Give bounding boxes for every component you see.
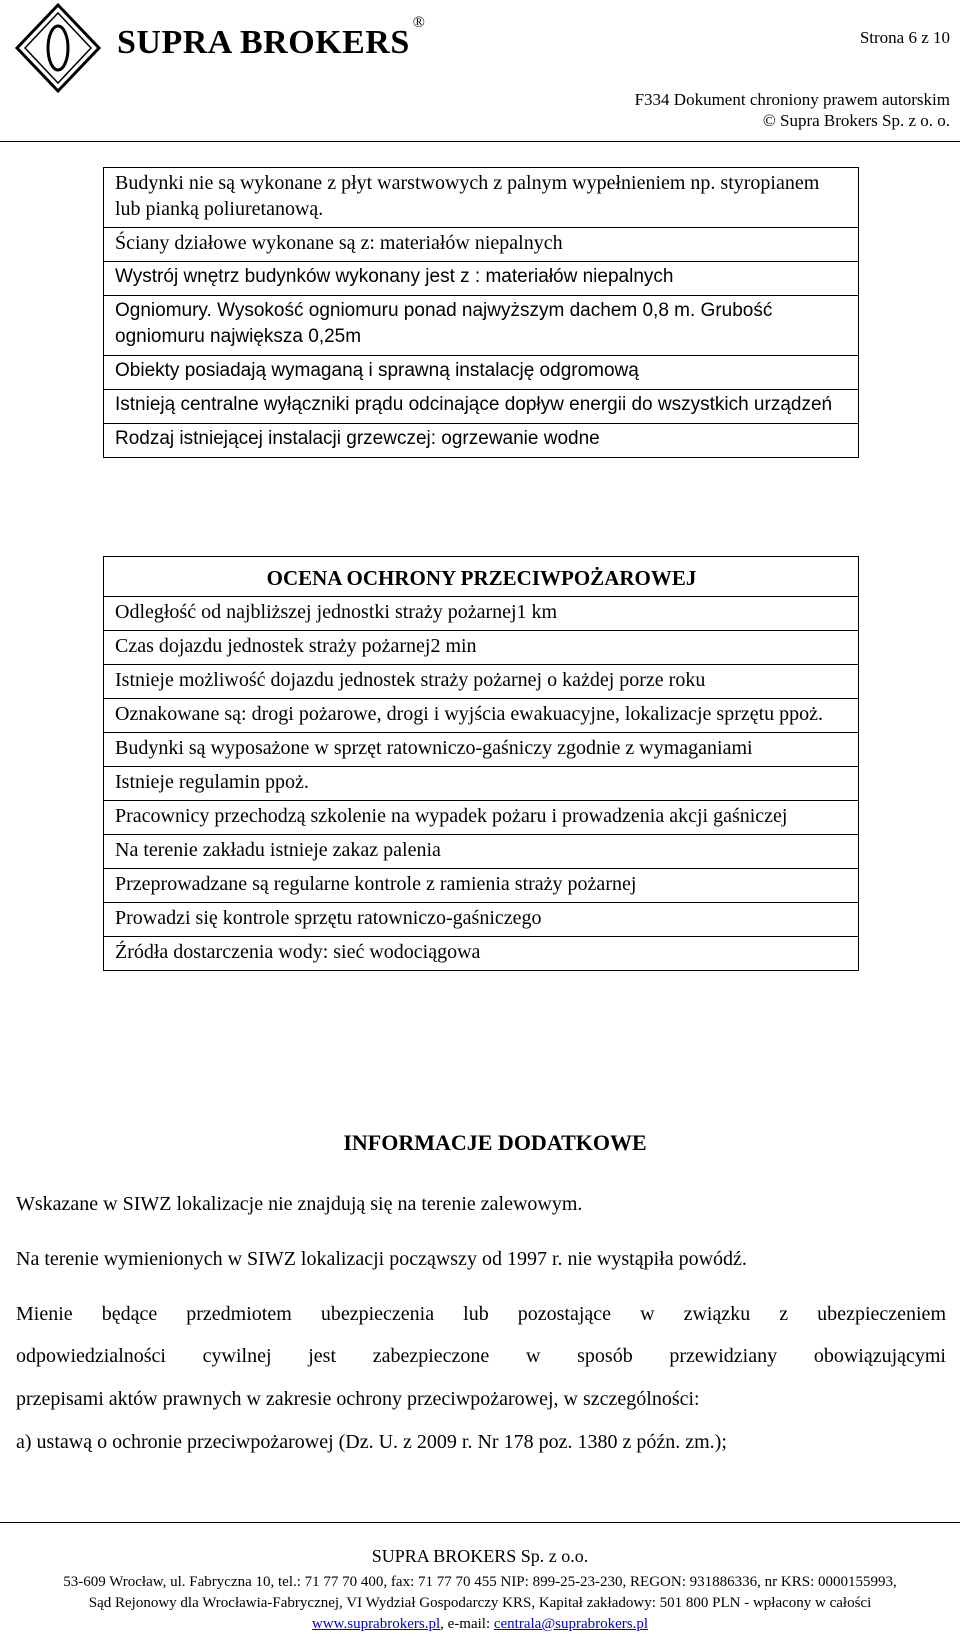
header-divider bbox=[0, 141, 960, 142]
fire-protection-table bbox=[103, 556, 859, 971]
paragraph-line: Mienie będące przedmiotem ubezpieczenia lub pozostające w związku z ubezpieczeniem bbox=[16, 1303, 946, 1325]
footer-address: 53-609 Wrocław, ul. Fabryczna 10, tel.: 71 77 70 400, fax: 71 77 70 455 NIP: 899-25-23-230, REGON: 931886336, nr KRS: 0000155993, bbox=[63, 1574, 897, 1590]
email-link[interactable]: centrala@suprabrokers.pl bbox=[493, 1616, 649, 1632]
footer-divider bbox=[0, 1522, 960, 1523]
email-label: , e-mail: bbox=[440, 1616, 494, 1632]
table-row: Oznakowane są: drogi pożarowe, drogi i wyjścia ewakuacyjne, lokalizacje sprzętu ppoż. bbox=[104, 699, 858, 733]
paragraph-line: odpowiedzialności cywilnej jest zabezpieczone w sposób przewidziany obowiązującymi bbox=[16, 1345, 946, 1367]
table-row: Ściany działowe wykonane są z: materiałów niepalnych bbox=[104, 228, 858, 262]
table-title: OCENA OCHRONY PRZECIWPOŻAROWEJ bbox=[104, 557, 858, 597]
page-number: Strona 6 z 10 bbox=[859, 28, 950, 47]
table-row: Budynki nie są wykonane z płyt warstwowych z palnym wypełnieniem np. styropianem lub pianką poliuretanową. bbox=[104, 168, 858, 228]
table-row: Obiekty posiadają wymaganą i sprawną instalację odgromową bbox=[104, 356, 858, 390]
table-row: Budynki są wyposażone w sprzęt ratowniczo-gaśniczy zgodnie z wymaganiami bbox=[104, 733, 858, 767]
website-link[interactable]: www.suprabrokers.pl bbox=[311, 1616, 441, 1632]
copyright-owner: © Supra Brokers Sp. z o. o. bbox=[762, 111, 950, 130]
table-row: Rodzaj istniejącej instalacji grzewczej: ogrzewanie wodne bbox=[115, 428, 600, 449]
table-row: Istnieje regulamin ppoż. bbox=[104, 767, 858, 801]
paragraph: Na terenie wymienionych w SIWZ lokalizacji począwszy od 1997 r. nie wystąpiła powódź. bbox=[16, 1248, 747, 1270]
table-row: Pracownicy przechodzą szkolenie na wypadek pożaru i prowadzenia akcji gaśniczej bbox=[104, 801, 858, 835]
table-row: Źródła dostarczenia wody: sieć wodociągowa bbox=[115, 941, 481, 963]
table-row: Wystrój wnętrz budynków wykonany jest z : materiałów niepalnych bbox=[104, 262, 858, 296]
section-title: INFORMACJE DODATKOWE bbox=[343, 1130, 647, 1155]
copyright-notice: F334 Dokument chroniony prawem autorskim bbox=[634, 90, 950, 109]
brand-name: SUPRA BROKERS® bbox=[117, 13, 426, 61]
footer-contact bbox=[0, 1616, 960, 1633]
table-row: Istnieje możliwość dojazdu jednostek straży pożarnej o każdej porze roku bbox=[104, 665, 858, 699]
footer-court: Sąd Rejonowy dla Wrocławia-Fabrycznej, VI Wydział Gospodarczy KRS, Kapitał zakładowy: 501 800 PLN - wpłacony w całości bbox=[88, 1595, 872, 1611]
registered-mark: ® bbox=[412, 13, 426, 31]
paragraph-line: przepisami aktów prawnych w zakresie ochrony przeciwpożarowej, w szczególności: bbox=[16, 1388, 700, 1410]
table-row: Czas dojazdu jednostek straży pożarnej2 min bbox=[104, 631, 858, 665]
table-row: Istnieją centralne wyłączniki prądu odcinające dopływ energii do wszystkich urządzeń bbox=[104, 390, 858, 424]
building-info-table bbox=[103, 167, 859, 458]
table-row: Odległość od najbliższej jednostki straży pożarnej1 km bbox=[104, 597, 858, 631]
supra-brokers-logo bbox=[14, 2, 102, 94]
list-item: a) ustawą o ochronie przeciwpożarowej (Dz. U. z 2009 r. Nr 178 poz. 1380 z późn. zm.); bbox=[16, 1431, 727, 1453]
table-row: Prowadzi się kontrole sprzętu ratowniczo-gaśniczego bbox=[104, 903, 858, 937]
table-row: Przeprowadzane są regularne kontrole z ramienia straży pożarnej bbox=[104, 869, 858, 903]
footer-company: SUPRA BROKERS Sp. z o.o. bbox=[371, 1546, 589, 1566]
table-row: Ogniomury. Wysokość ogniomuru ponad najwyższym dachem 0,8 m. Grubość ogniomuru największa 0,25m bbox=[104, 296, 858, 356]
table-row: Na terenie zakładu istnieje zakaz palenia bbox=[104, 835, 858, 869]
paragraph: Wskazane w SIWZ lokalizacje nie znajdują się na terenie zalewowym. bbox=[16, 1193, 583, 1215]
